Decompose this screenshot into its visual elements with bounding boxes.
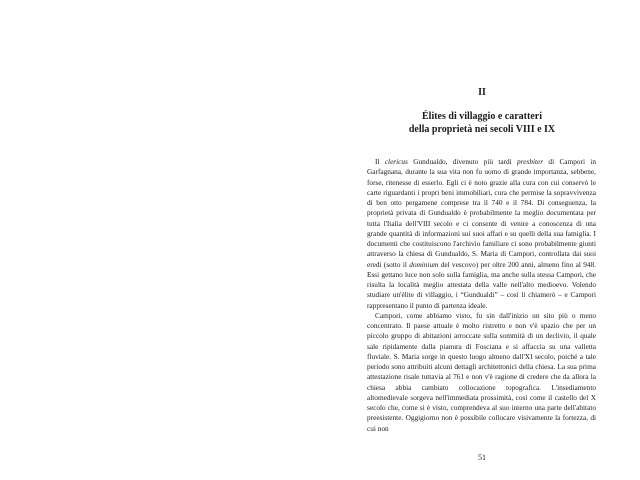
term-dominium: dominium [409,259,439,269]
chapter-title-line-1: Élites di villaggio e caratteri [422,111,542,122]
paragraph-1-text-d: del vescovo) per oltre 200 anni, almeno fino al 948. Essi gettano luce non solo sulla famiglia, ma anche sulla stessa Campori, che risulta la località meglio attestata della valle nell'alto medioevo. Volendo studiare un'élite di villaggio, i “Gundualdi” – così li chiamerò – e Campori rappresentano il punto di partenza ideale. [367,259,596,310]
term-clericus: clericus [384,157,408,166]
paragraph-1-text-a: Il [375,157,385,166]
paragraph-1 [367,157,596,311]
chapter-title-line-2: della proprietà nei secoli VIII e IX [408,124,556,135]
chapter-number: II [478,87,486,98]
paragraph-1-text-c: di Campori in Garfagnana, durante la sua vita non fu uomo di grande importanza, sebbene, forse, ritenesse di esserlo. Egli ci è noto grazie alla cura con cui conservò le carte riguardanti i propri beni immobiliari, cura che permise la sopravvivenza di ben otto pergamene comprese tra il 740 e il 784. Di conseguenza, la proprietà privata di Gundualdo è probabilmente la meglio documentata per tutta l'Italia dell'VIII secolo e ci consente di venire a conoscenza di una grande quantità di informazioni sui suoi affari e su quelli della sua famiglia. I documenti che costituiscono l'archivio familiare ci sono probabilmente giunti attraverso la chiesa di Gundualdo, S. Maria di Campori, controllata dai suoi eredi (sotto il [367,157,596,269]
term-presbiter: presbiter [517,157,544,166]
paragraph-1-text-b: Gundualdo, divenuto più tardi [407,157,518,166]
page-number: 51 [478,453,486,462]
paragraph-2: Campori, come abbiamo visto, fu sin dall'inizio un sito più o meno concentrato. Il paese attuale è molto ristretto e non v'è spazio che per un piccolo gruppo di abitazioni arroccate sulla sommità di un declivio, il quale sale ripidamente dalla pianura di Fosciana e si affaccia su una valletta fluviale. S. Maria sorge in questo luogo almeno dall'XI secolo, poiché a tale periodo sono attribuiti alcuni dettagli architettonici della chiesa. La sua prima attestazione risale tuttavia al 761 e non v'è ragione di credere che da allora la chiesa abbia cambiato collocazione topografica. L'insediamento altomedievale sorgeva nell'immediata prossimità, così come il castello del X secolo che, come si è visto, comprendeva al suo interno una parte dell'abitato preesistente. Oggigiorno non è possibile collocare visivamente la fortezza, di cui non [367,310,596,433]
chapter-title [367,110,597,136]
body-text [367,157,596,434]
